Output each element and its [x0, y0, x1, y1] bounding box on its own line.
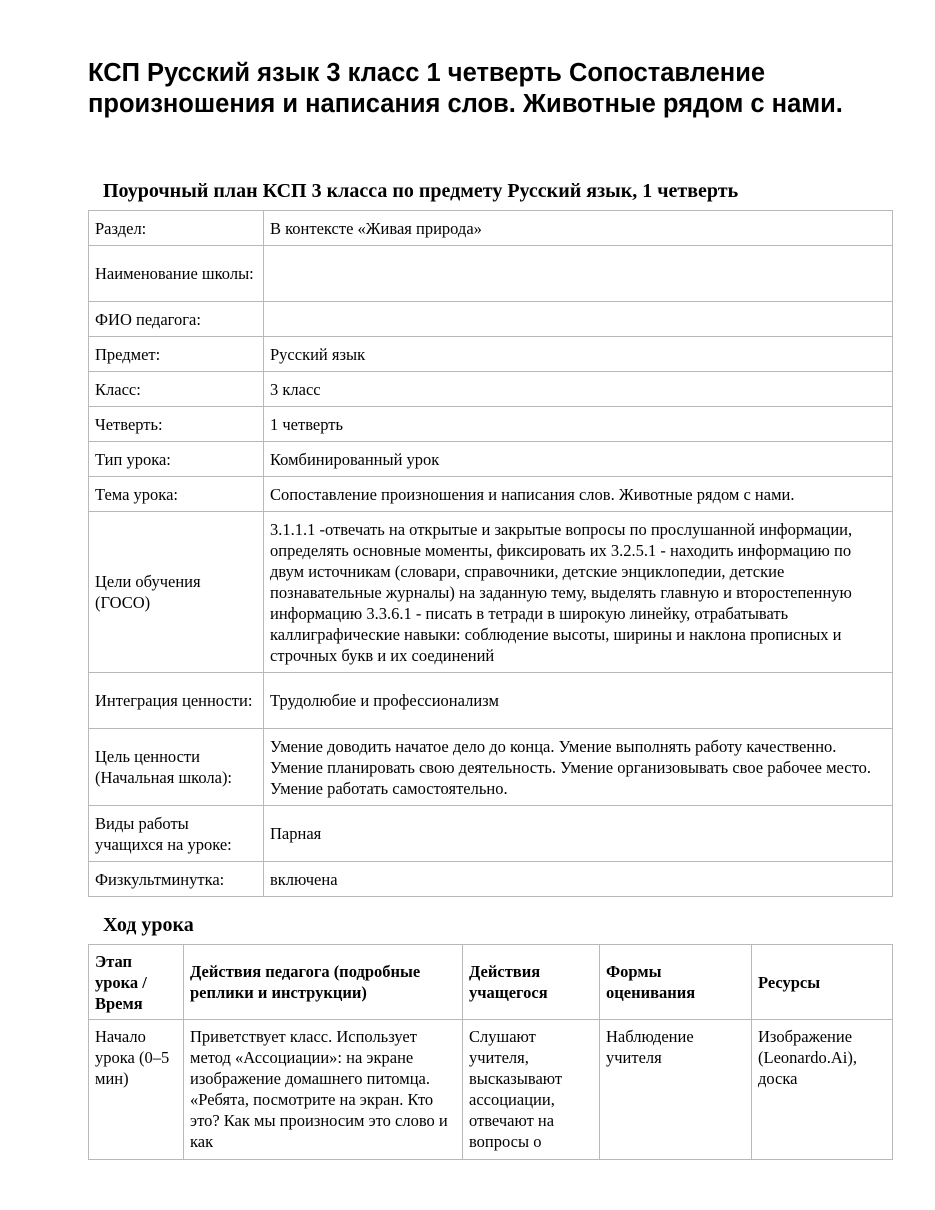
row-value: Парная — [264, 806, 893, 862]
row-label: Тип урока: — [89, 442, 264, 477]
row-label: Предмет: — [89, 337, 264, 372]
table-row — [89, 1020, 893, 1160]
table-row — [89, 302, 893, 337]
page-title: КСП Русский язык 3 класс 1 четверть Сопоставление произношения и написания слов. Животные рядом с нами. — [88, 59, 843, 118]
column-header: Ресурсы — [752, 945, 893, 1020]
table-row — [89, 442, 893, 477]
table-row — [89, 211, 893, 246]
table-row — [89, 806, 893, 862]
row-value: В контексте «Живая природа» — [264, 211, 893, 246]
row-value: Русский язык — [264, 337, 893, 372]
row-label: Физкультминутка: — [89, 862, 264, 897]
row-label: Виды работы учащихся на уроке: — [89, 806, 264, 862]
table-cell: Слушают учителя, высказывают ассоциации, отвечают на вопросы о — [463, 1020, 600, 1160]
table-cell: Начало урока (0–5 мин) — [89, 1020, 184, 1160]
row-label: ФИО педагога: — [89, 302, 264, 337]
row-label: Четверть: — [89, 407, 264, 442]
row-value: Трудолюбие и профессионализм — [264, 673, 893, 729]
table-row — [89, 246, 893, 302]
lesson-section-title: Ход урока — [103, 914, 194, 936]
row-value: Комбинированный урок — [264, 442, 893, 477]
row-label: Тема урока: — [89, 477, 264, 512]
row-value: включена — [264, 862, 893, 897]
table-cell: Наблюдение учителя — [600, 1020, 752, 1160]
row-value — [264, 246, 893, 302]
row-value: 1 четверть — [264, 407, 893, 442]
table-row — [89, 477, 893, 512]
row-label: Класс: — [89, 372, 264, 407]
row-label: Наименование школы: — [89, 246, 264, 302]
row-label: Цели обучения (ГОСО) — [89, 512, 264, 673]
table-cell: Изображение (Leonardo.Ai), доска — [752, 1020, 893, 1160]
row-label: Раздел: — [89, 211, 264, 246]
column-header: Формы оценивания — [600, 945, 752, 1020]
row-value: 3.1.1.1 -отвечать на открытые и закрытые вопросы по прослушанной информации, определять основные моменты, фиксировать их 3.2.5.1 - находить информацию по двум источникам (словари, справочники, детские энциклопедии, детские познавательные журналы) на заданную тему, выделять главную и второстепенную информацию 3.3.6.1 - писать в тетради в широкую линейку, отрабатывать каллиграфические навыки: соблюдение высоты, ширины и наклона прописных и строчных букв и их соединений — [264, 512, 893, 673]
table-header-row — [89, 945, 893, 1020]
row-value: Сопоставление произношения и написания слов. Животные рядом с нами. — [264, 477, 893, 512]
column-header: Этап урока / Время — [89, 945, 184, 1020]
table-row — [89, 512, 893, 673]
lesson-flow-table — [88, 944, 893, 1160]
lesson-info-table — [88, 210, 893, 897]
column-header: Действия педагога (подробные реплики и инструкции) — [184, 945, 463, 1020]
row-label: Цель ценности (Начальная школа): — [89, 729, 264, 806]
table-cell: Приветствует класс. Использует метод «Ассоциации»: на экране изображение домашнего питомца. «Ребята, посмотрите на экран. Кто это? Как мы произносим это слово и как — [184, 1020, 463, 1160]
table-row — [89, 407, 893, 442]
table-row — [89, 337, 893, 372]
table-row — [89, 372, 893, 407]
row-value — [264, 302, 893, 337]
table-row — [89, 729, 893, 806]
row-label: Интеграция ценности: — [89, 673, 264, 729]
table-row — [89, 862, 893, 897]
row-value: Умение доводить начатое дело до конца. Умение выполнять работу качественно. Умение планировать свою деятельность. Умение организовывать свое рабочее место. Умение работать самостоятельно. — [264, 729, 893, 806]
table-row — [89, 673, 893, 729]
column-header: Действия учащегося — [463, 945, 600, 1020]
plan-subtitle: Поурочный план КСП 3 класса по предмету Русский язык, 1 четверть — [103, 180, 739, 202]
row-value: 3 класс — [264, 372, 893, 407]
